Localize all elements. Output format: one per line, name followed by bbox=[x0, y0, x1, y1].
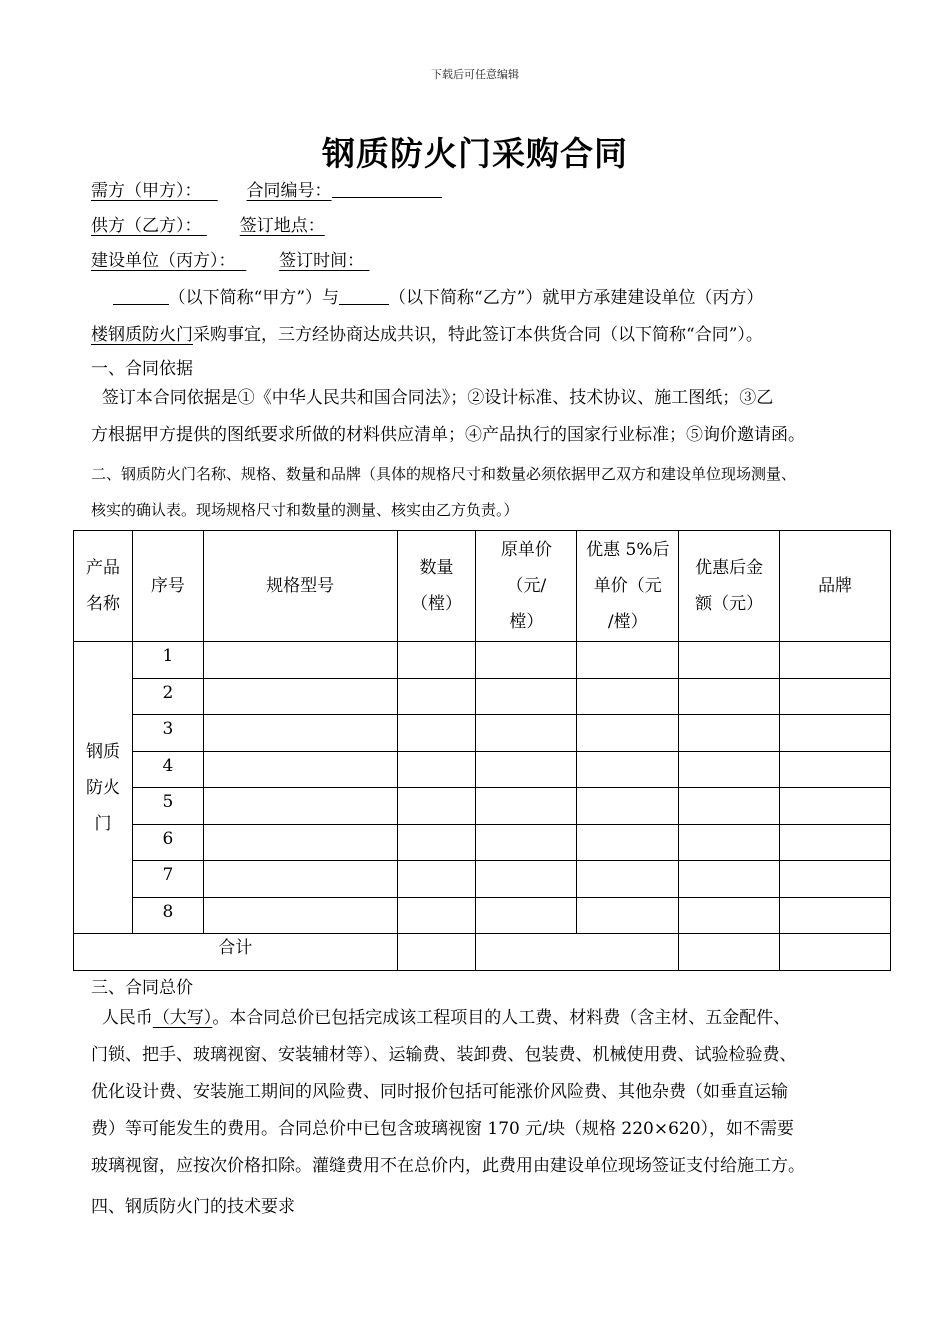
spec-cell[interactable] bbox=[203, 678, 397, 715]
total-amount-cell[interactable] bbox=[679, 934, 780, 971]
supplier-label: 供方（乙方）： bbox=[91, 216, 202, 236]
spec-cell[interactable] bbox=[203, 715, 397, 752]
document-title: 钢质防火门采购合同 bbox=[322, 134, 628, 173]
amount-cell[interactable] bbox=[679, 788, 780, 825]
amount-cell[interactable] bbox=[679, 678, 780, 715]
amount-cell[interactable] bbox=[679, 751, 780, 788]
discount-price-cell[interactable] bbox=[577, 678, 679, 715]
brand-cell[interactable] bbox=[780, 824, 891, 861]
header-qty: 数量 （樘） bbox=[397, 531, 476, 642]
section-4-heading: 四、钢质防火门的技术要求 bbox=[91, 1197, 295, 1217]
row-seq: 3 bbox=[132, 715, 203, 752]
section-1-heading: 一、合同依据 bbox=[91, 359, 193, 379]
table-row bbox=[74, 751, 891, 788]
discount-price-cell[interactable] bbox=[577, 715, 679, 752]
qty-cell[interactable] bbox=[397, 678, 476, 715]
section-1-body: 签订本合同依据是①《中华人民共和国合同法》；②设计标准、技术协议、施工图纸；③乙 方根据甲方提供的图纸要求所做的材料供应清单；④产品执行的国家行业标准；⑤询价邀请函。 bbox=[91, 388, 805, 445]
spec-cell[interactable] bbox=[203, 788, 397, 825]
product-name-cell: 钢质 防火 门 bbox=[74, 642, 133, 934]
amount-cell[interactable] bbox=[679, 642, 780, 679]
row-seq: 2 bbox=[132, 678, 203, 715]
field-row-1 bbox=[91, 176, 442, 201]
row-seq: 7 bbox=[132, 861, 203, 898]
goods-table bbox=[73, 530, 891, 971]
brand-cell[interactable] bbox=[780, 897, 891, 934]
sign-place-label: 签订地点： bbox=[239, 216, 325, 236]
row-seq: 5 bbox=[132, 788, 203, 825]
qty-cell[interactable] bbox=[397, 642, 476, 679]
discount-price-cell[interactable] bbox=[577, 897, 679, 934]
header-note: 下载后可任意编辑 bbox=[431, 68, 519, 81]
spec-cell[interactable] bbox=[203, 642, 397, 679]
price-cell[interactable] bbox=[476, 897, 577, 934]
table-row bbox=[74, 642, 891, 679]
buyer-label: 需方（甲方）： bbox=[91, 181, 202, 201]
qty-cell[interactable] bbox=[397, 861, 476, 898]
amount-in-words[interactable]: （大写） bbox=[152, 1008, 213, 1028]
sign-time-label: 签订时间： bbox=[279, 251, 365, 271]
party-b-blank[interactable] bbox=[339, 286, 389, 305]
discount-price-cell[interactable] bbox=[577, 861, 679, 898]
intro-line-1: （以下简称“甲方”）与 （以下简称“乙方”）就甲方承建建设单位（丙方） bbox=[91, 280, 891, 317]
qty-cell[interactable] bbox=[397, 897, 476, 934]
row-seq: 4 bbox=[132, 751, 203, 788]
table-row bbox=[74, 678, 891, 715]
qty-cell[interactable] bbox=[397, 715, 476, 752]
field-row-3 bbox=[91, 246, 370, 271]
intro-paragraph bbox=[91, 280, 891, 354]
intro-line-2: 楼钢质防火门采购事宜，三方经协商达成共识，特此签订本供货合同（以下简称“合同”）。 bbox=[91, 325, 763, 345]
table-row bbox=[74, 715, 891, 752]
brand-cell[interactable] bbox=[780, 678, 891, 715]
table-total-row bbox=[74, 934, 891, 971]
discount-price-cell[interactable] bbox=[577, 788, 679, 825]
header-spec: 规格型号 bbox=[203, 531, 397, 642]
table-row bbox=[74, 861, 891, 898]
table-row bbox=[74, 788, 891, 825]
brand-cell[interactable] bbox=[780, 642, 891, 679]
header-brand: 品牌 bbox=[780, 531, 891, 642]
total-label: 合计 bbox=[74, 934, 398, 971]
section-3-heading: 三、合同总价 bbox=[91, 978, 193, 998]
price-cell[interactable] bbox=[476, 751, 577, 788]
header-product-name: 产品 名称 bbox=[74, 531, 133, 642]
row-seq: 6 bbox=[132, 824, 203, 861]
total-qty-cell[interactable] bbox=[397, 934, 476, 971]
table-row bbox=[74, 824, 891, 861]
amount-cell[interactable] bbox=[679, 715, 780, 752]
discount-price-cell[interactable] bbox=[577, 642, 679, 679]
amount-cell[interactable] bbox=[679, 861, 780, 898]
row-seq: 1 bbox=[132, 642, 203, 679]
total-price-cell[interactable] bbox=[476, 934, 679, 971]
brand-cell[interactable] bbox=[780, 751, 891, 788]
qty-cell[interactable] bbox=[397, 751, 476, 788]
discount-price-cell[interactable] bbox=[577, 824, 679, 861]
price-cell[interactable] bbox=[476, 824, 577, 861]
contract-no-blank[interactable] bbox=[332, 179, 442, 198]
discount-price-cell[interactable] bbox=[577, 751, 679, 788]
spec-cell[interactable] bbox=[203, 897, 397, 934]
row-seq: 8 bbox=[132, 897, 203, 934]
amount-cell[interactable] bbox=[679, 824, 780, 861]
field-row-2 bbox=[91, 211, 325, 236]
spec-cell[interactable] bbox=[203, 824, 397, 861]
header-discount-price: 优惠 5%后 单价（元 /樘） bbox=[577, 531, 679, 642]
qty-cell[interactable] bbox=[397, 788, 476, 825]
table-row bbox=[74, 897, 891, 934]
header-price: 原单价 （元/ 樘） bbox=[476, 531, 577, 642]
price-cell[interactable] bbox=[476, 788, 577, 825]
brand-cell[interactable] bbox=[780, 861, 891, 898]
total-brand-cell[interactable] bbox=[780, 934, 891, 971]
price-cell[interactable] bbox=[476, 642, 577, 679]
price-cell[interactable] bbox=[476, 678, 577, 715]
contract-no-label: 合同编号： bbox=[246, 181, 332, 201]
price-cell[interactable] bbox=[476, 861, 577, 898]
amount-cell[interactable] bbox=[679, 897, 780, 934]
qty-cell[interactable] bbox=[397, 824, 476, 861]
section-2-heading: 二、钢质防火门名称、规格、数量和品牌（具体的规格尺寸和数量必须依据甲乙双方和建设单位现场测量、 核实的确认表。现场规格尺寸和数量的测量、核实由乙方负责。） bbox=[91, 465, 797, 519]
price-cell[interactable] bbox=[476, 715, 577, 752]
builder-label: 建设单位（丙方）： bbox=[91, 251, 236, 271]
brand-cell[interactable] bbox=[780, 788, 891, 825]
spec-cell[interactable] bbox=[203, 751, 397, 788]
party-a-blank[interactable] bbox=[113, 286, 169, 305]
header-amount: 优惠后金 额（元） bbox=[679, 531, 780, 642]
spec-cell[interactable] bbox=[203, 861, 397, 898]
section-3-body: 人民币（大写）。本合同总价已包括完成该工程项目的人工费、材料费（含主材、五金配件、 门锁、把手、玻璃视窗、安装辅材等）、运输费、装卸费、包装费、机械使用费、试验检验费、 优化设计费、安装施工期间的风险费、同时报价包括可能涨价风险费、其他杂费（如垂直运输 费）等可能发生的费用。合同总价中已包含玻璃视窗 170 元/块（规格 220×620），如不需要 玻璃视窗，应按次价格扣除。灌缝费用不在总价内，此费用由建设单位现场签证支付给施工方。 bbox=[91, 1008, 805, 1176]
brand-cell[interactable] bbox=[780, 715, 891, 752]
header-seq: 序号 bbox=[132, 531, 203, 642]
table-header-row bbox=[74, 531, 891, 642]
